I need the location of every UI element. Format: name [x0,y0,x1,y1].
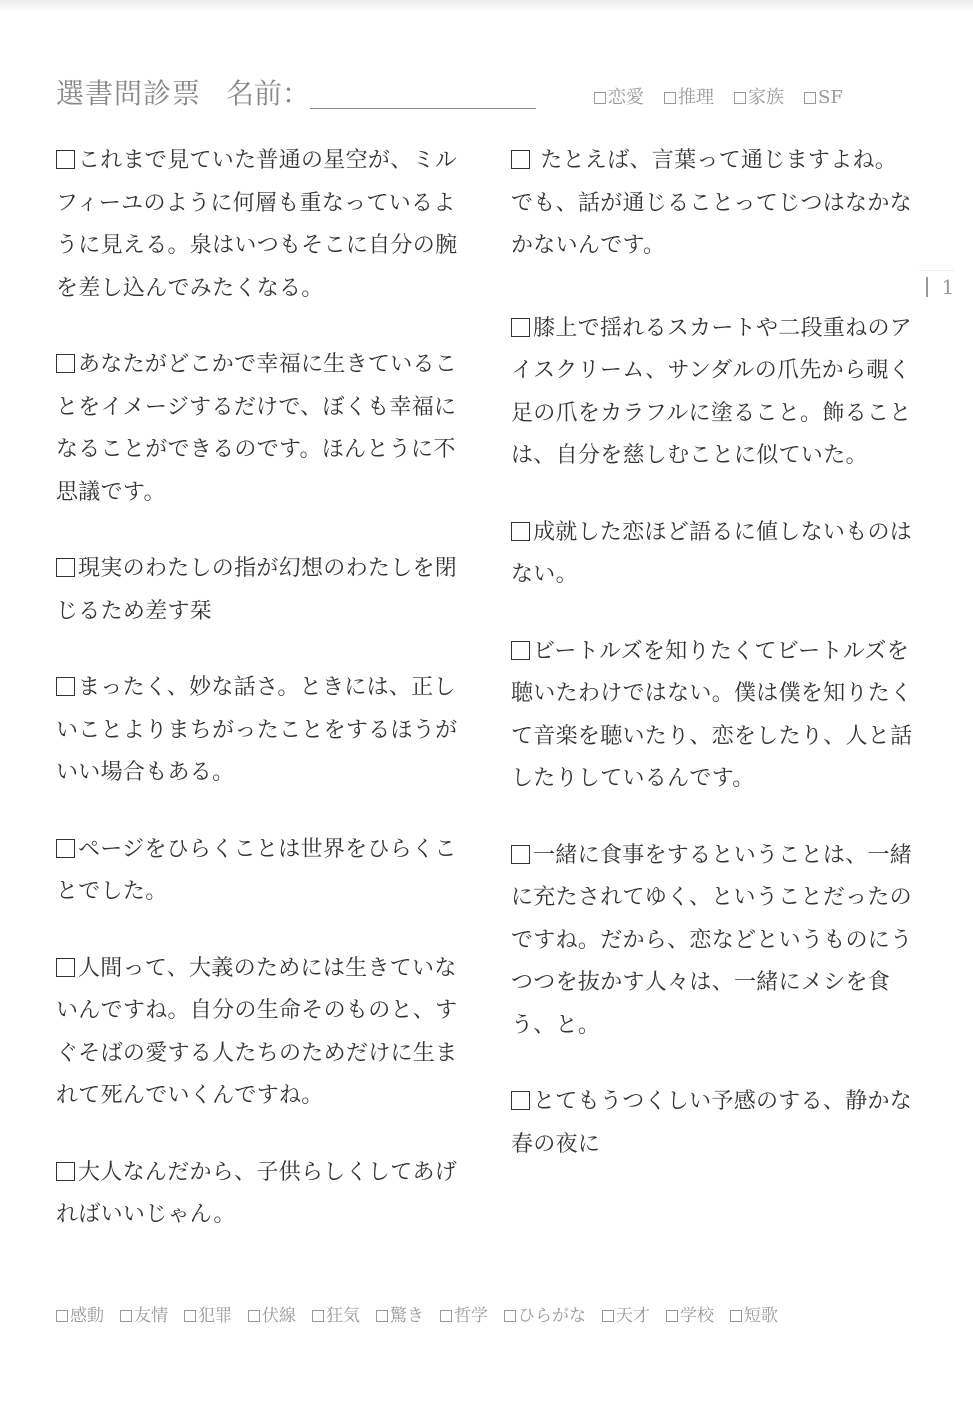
quote-column-left [56,140,461,1237]
quote-item[interactable] [56,829,461,914]
genre-tag-sf[interactable] [804,86,843,110]
name-label: 名前： [226,77,311,110]
checkbox-icon[interactable] [511,522,530,541]
theme-tag[interactable] [440,1304,488,1328]
checkbox-icon[interactable] [664,92,676,104]
genre-tag-family[interactable] [734,86,784,110]
quote-item[interactable] [511,835,916,1048]
form-header [56,74,916,118]
quote-item[interactable] [511,1081,916,1166]
theme-tag[interactable] [376,1304,424,1328]
checkbox-icon[interactable] [511,1091,530,1110]
checkbox-icon[interactable] [56,150,75,169]
checkbox-icon[interactable] [804,92,816,104]
quote-item[interactable] [511,631,916,801]
quote-column-right [511,140,916,1166]
quote-item[interactable] [511,512,916,597]
theme-tag[interactable] [56,1304,104,1328]
quote-text: 一緒に食事をするということは、一緒に充たされてゆく、ということだったのですね。だから、恋などというものにうつつを抜かす人々は、一緒にメシを食う、と。 [511,842,913,1038]
page-number: 1 [941,275,955,299]
checkbox-icon[interactable] [511,150,530,169]
quote-text: これまで見ていた普通の星空が、ミルフィーユのように何層も重なっているように見える。泉はいつもそこに自分の腕を差し込んでみたくなる。 [56,148,458,301]
theme-tag[interactable] [666,1304,714,1328]
genre-tag-list [594,86,843,110]
quote-text: 成就した恋ほど語るに値しないものはない。 [511,519,913,587]
checkbox-icon[interactable] [440,1310,452,1322]
checkbox-icon[interactable] [312,1310,324,1322]
theme-tag[interactable] [120,1304,168,1328]
quote-item[interactable] [56,667,461,795]
form-title: 選書問診票 [56,77,202,110]
quote-item[interactable] [56,548,461,633]
quote-text: 大人なんだから、子供らしくしてあげればいいじゃん。 [56,1159,458,1227]
genre-tag-label: 恋愛 [608,87,644,108]
checkbox-icon[interactable] [56,839,75,858]
theme-tag[interactable] [312,1304,360,1328]
theme-tag-label: 短歌 [744,1306,778,1326]
theme-tag-label: ひらがな [518,1306,586,1326]
quote-text: あなたがどこかで幸福に生きていることをイメージするだけで、ぼくも幸福になることができるのです。ほんとうに不思議です。 [56,352,458,505]
checkbox-icon[interactable] [184,1310,196,1322]
checkbox-icon[interactable] [504,1310,516,1322]
checkbox-icon[interactable] [56,558,75,577]
checkbox-icon[interactable] [594,92,606,104]
quote-item[interactable] [511,140,916,268]
theme-tag[interactable] [248,1304,296,1328]
theme-tag-label: 学校 [680,1306,714,1326]
top-edge-shadow [0,0,973,12]
theme-tag-list [56,1304,778,1328]
quote-text: ページをひらくことは世界をひらくことでした。 [56,836,457,904]
genre-tag-label: SF [818,87,843,108]
quote-item[interactable] [511,308,916,478]
checkbox-icon[interactable] [511,641,530,660]
theme-tag[interactable] [504,1304,586,1328]
checkbox-icon[interactable] [56,354,75,373]
checkbox-icon[interactable] [56,677,75,696]
theme-tag-label: 哲学 [454,1306,488,1326]
quote-item[interactable] [56,948,461,1118]
checkbox-icon[interactable] [56,958,75,977]
checkbox-icon[interactable] [511,845,530,864]
genre-tag-label: 推理 [678,87,714,108]
theme-tag[interactable] [602,1304,650,1328]
checkbox-icon[interactable] [734,92,746,104]
genre-tag-mystery[interactable] [664,86,714,110]
genre-tag-romance[interactable] [594,86,644,110]
checkbox-icon[interactable] [120,1310,132,1322]
theme-tag[interactable] [730,1304,778,1328]
page-marker [919,270,954,301]
checkbox-icon[interactable] [730,1310,742,1322]
checkbox-icon[interactable] [248,1310,260,1322]
quote-text: 現実のわたしの指が幻想のわたしを閉じるため差す栞 [56,556,458,624]
theme-tag-label: 伏線 [262,1306,296,1326]
theme-tag-label: 狂気 [326,1306,360,1326]
quote-item[interactable] [56,1152,461,1237]
quote-item[interactable] [56,344,461,514]
quote-text: ビートルズを知りたくてビートルズを聴いたわけではない。僕は僕を知りたくて音楽を聴いたり、恋をしたり、人と話したりしているんです。 [511,638,913,791]
checkbox-icon[interactable] [56,1162,75,1181]
checkbox-icon[interactable] [56,1310,68,1322]
checkbox-icon[interactable] [666,1310,678,1322]
divider [926,277,928,297]
checkbox-icon[interactable] [602,1310,614,1322]
quote-text: まったく、妙な話さ。ときには、正しいことよりまちがったことをするほうがいい場合もある。 [56,675,458,785]
name-input[interactable] [310,82,536,109]
theme-tag-label: 驚き [390,1306,424,1326]
quote-item[interactable] [56,140,461,310]
theme-tag-label: 友情 [134,1306,168,1326]
quote-text: とてもうつくしい予感のする、静かな春の夜に [511,1089,913,1157]
theme-tag-label: 天才 [616,1306,650,1326]
genre-tag-label: 家族 [748,87,784,108]
quote-text: 人間って、大義のためには生きていないんですね。自分の生命そのものと、すぐそばの愛する人たちのためだけに生まれて死んでいくんですね。 [56,955,458,1108]
quote-text: たとえば、言葉って通じますよね。でも、話が通じることってじつはなかなかないんです。 [511,148,912,258]
quote-text: 膝上で揺れるスカートや二段重ねのアイスクリーム、サンダルの爪先から覗く足の爪をカラフルに塗ること。飾ることは、自分を慈しむことに似ていた。 [511,315,913,468]
checkbox-icon[interactable] [511,318,530,337]
theme-tag-label: 犯罪 [198,1306,232,1326]
checkbox-icon[interactable] [376,1310,388,1322]
theme-tag[interactable] [184,1304,232,1328]
theme-tag-label: 感動 [70,1306,104,1326]
